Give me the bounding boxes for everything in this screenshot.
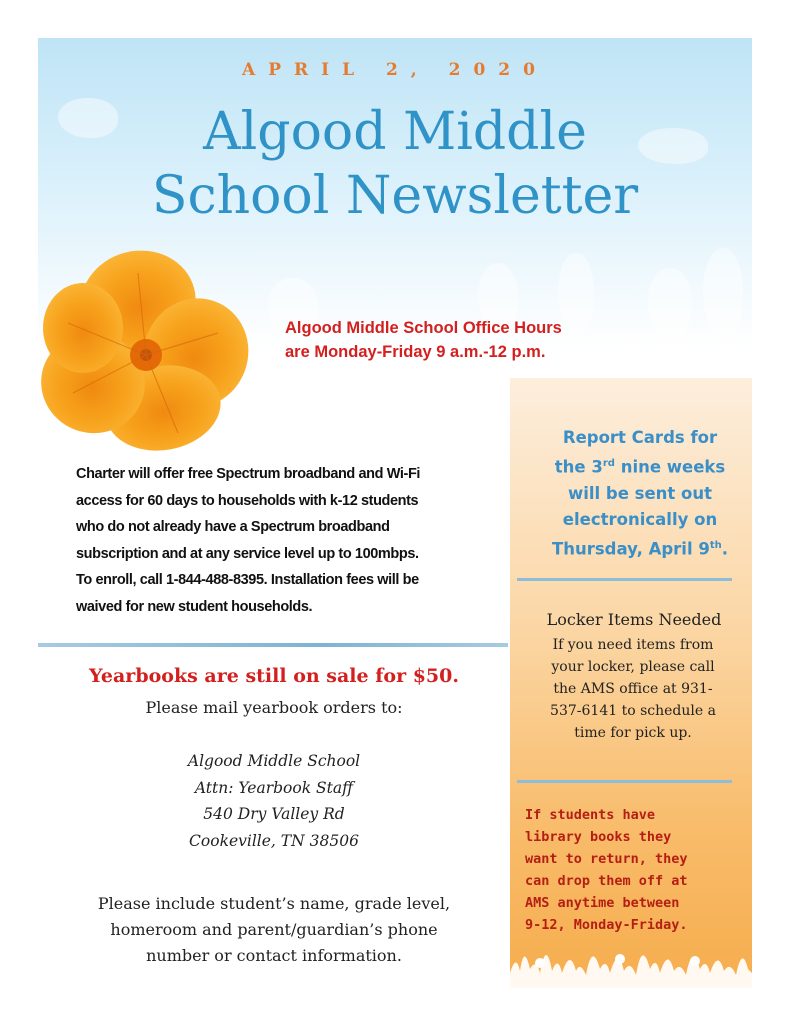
office-hours-line-2: are Monday-Friday 9 a.m.-12 p.m. — [285, 343, 546, 361]
report-line: Report Cards for — [562, 428, 718, 447]
report-text: . — [721, 539, 729, 558]
report-text: nine weeks — [614, 457, 726, 477]
sidebar-divider — [517, 578, 732, 581]
office-hours-line-1: Algood Middle School Office Hours — [285, 319, 562, 337]
locker-line: time for pick up. — [574, 725, 692, 741]
address-line: Attn: Yearbook Staff — [194, 778, 354, 797]
ordinal-suffix: th — [709, 539, 722, 551]
charter-line: who do not already have a Spectrum broadband — [76, 519, 390, 535]
charter-line: To enroll, call 1-844-488-8395. Installation fees will be — [76, 572, 419, 588]
charter-line: waived for new student households. — [76, 598, 313, 615]
office-hours-notice — [285, 316, 685, 364]
library-books-notice — [525, 804, 740, 936]
locker-notice — [528, 634, 738, 744]
address-line: Algood Middle School — [187, 752, 361, 770]
yearbook-instructions — [58, 891, 490, 969]
report-text: the 3 — [554, 457, 603, 477]
locker-line: the AMS office at 931- — [553, 681, 713, 697]
report-text: Thursday, April 9 — [551, 539, 710, 558]
locker-line: If you need items from — [552, 637, 714, 653]
yearbook-mail-line: Please mail yearbook orders to: — [145, 698, 403, 717]
instruction-line: homeroom and parent/guardian’s phone — [110, 920, 438, 939]
white-grass-silhouette-icon — [510, 933, 752, 988]
title-line-2: School Newsletter — [151, 166, 639, 226]
library-line: library books they — [525, 829, 672, 845]
report-line — [530, 451, 750, 481]
report-line: electronically on — [562, 509, 718, 529]
library-line: AMS anytime between — [525, 895, 680, 911]
report-line: will be sent out — [567, 483, 713, 503]
instruction-line: number or contact information. — [146, 946, 402, 965]
locker-line: your locker, please call — [551, 659, 715, 675]
library-line: want to return, they — [525, 851, 688, 867]
newsletter-page — [38, 38, 752, 988]
library-line: If students have — [525, 807, 656, 823]
mailing-address — [38, 748, 510, 854]
library-line: 9-12, Monday-Friday. — [525, 917, 688, 933]
report-cards-notice — [530, 425, 750, 562]
ordinal-suffix: rd — [602, 458, 615, 469]
charter-line: access for 60 days to households with k-12 students — [76, 492, 419, 509]
locker-line: 537-6141 to schedule a — [550, 703, 716, 719]
locker-heading: Locker Items Needed — [546, 610, 722, 629]
yearbook-headline: Yearbooks are still on sale for $50. — [89, 665, 459, 687]
charter-notice — [76, 461, 496, 620]
title-line-1: Algood Middle — [203, 102, 587, 162]
issue-date: APRIL 2, 2020 — [242, 60, 548, 80]
address-line: 540 Dry Valley Rd — [203, 805, 345, 823]
library-line: can drop them off at — [525, 873, 688, 889]
instruction-line: Please include student’s name, grade level, — [97, 894, 451, 913]
charter-line: Charter will offer free Spectrum broadband and Wi-Fi — [76, 466, 421, 482]
orange-poppy-flower-icon — [38, 243, 253, 453]
background-leaf — [703, 248, 743, 338]
section-divider — [38, 643, 508, 647]
charter-line: subscription and at any service level up to 100mbps. — [76, 545, 419, 562]
report-line — [530, 533, 750, 563]
sidebar-divider — [517, 780, 732, 783]
address-line: Cookeville, TN 38506 — [189, 831, 359, 850]
newsletter-title — [38, 100, 752, 228]
